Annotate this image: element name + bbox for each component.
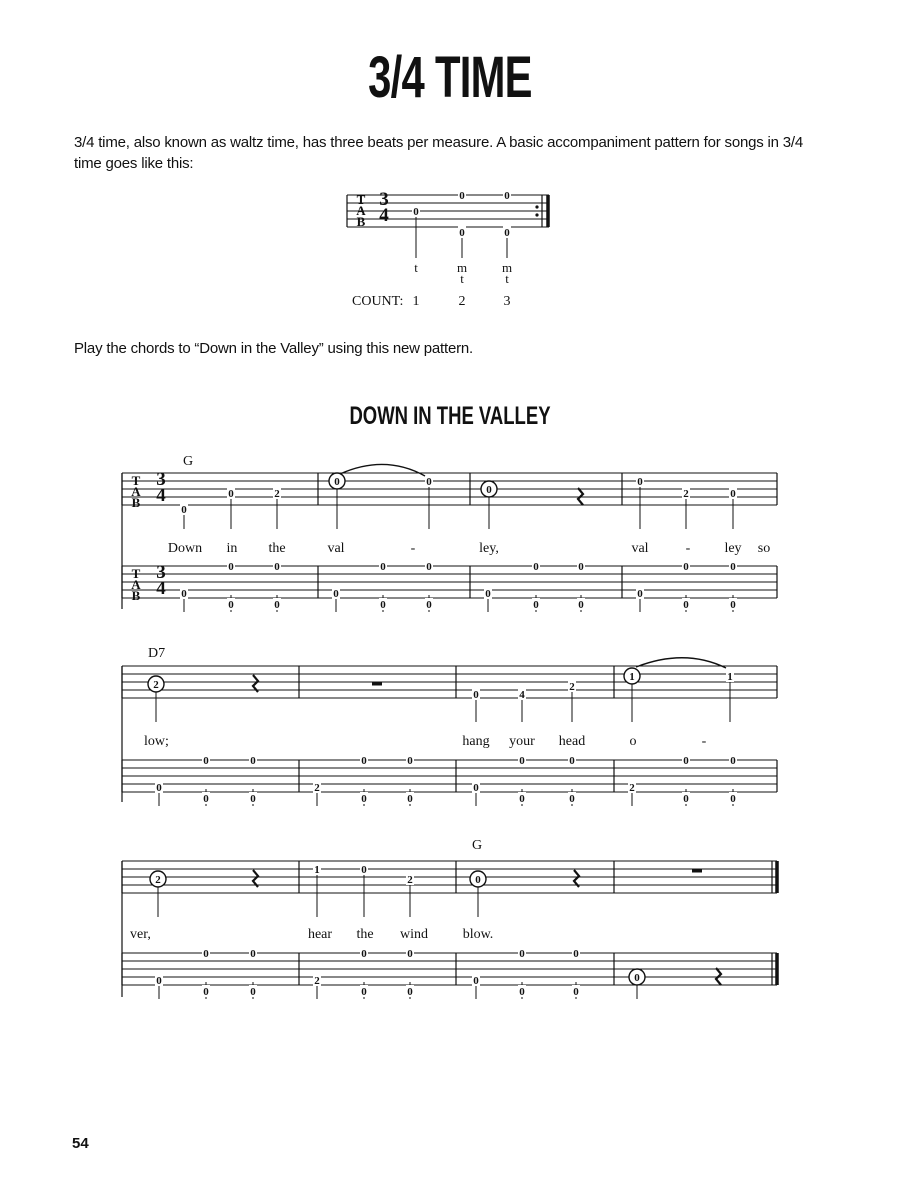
time-signature-top: 3: [156, 562, 166, 583]
accomp-fret-number: 0: [578, 561, 584, 573]
accomp-fret-number: 0: [730, 755, 736, 767]
count-number: 3: [503, 294, 511, 309]
count-number: 2: [458, 294, 466, 309]
finger-label: t: [460, 271, 464, 286]
melody-fret-number: 0: [228, 488, 234, 500]
lyric-syllable: hang: [462, 734, 490, 749]
accomp-fret-number: 0: [380, 561, 386, 573]
time-signature-bottom: 4: [156, 578, 166, 599]
melody-fret-number: 0: [426, 476, 432, 488]
melody-fret-number: 0: [334, 476, 340, 488]
accomp-fret-number: 0: [203, 986, 209, 998]
example-fret-number: 0: [413, 206, 419, 218]
accomp-fret-number: 0: [407, 986, 413, 998]
lyric-syllable: blow.: [462, 927, 494, 942]
accomp-fret-number: 2: [629, 782, 635, 794]
accomp-fret-number: 0: [730, 599, 736, 611]
accomp-fret-number: 0: [407, 948, 413, 960]
melody-fret-number: 0: [475, 874, 481, 886]
tab-clef-letter: T: [131, 473, 141, 488]
accomp-fret-number: 0: [573, 986, 579, 998]
finger-label: t: [414, 260, 418, 275]
quarter-rest-icon: [253, 870, 258, 887]
chord-symbol: G: [183, 454, 194, 469]
lyric-syllable: val: [631, 541, 649, 556]
accomp-fret-number: 0: [181, 588, 187, 600]
lyric-syllable: -: [410, 541, 416, 556]
melody-fret-number: 2: [407, 874, 413, 886]
whole-rest-icon: [692, 869, 702, 873]
lyric-syllable: -: [701, 734, 707, 749]
song-title: DOWN IN THE VALLEY: [349, 402, 551, 430]
accomp-fret-number: 0: [250, 948, 256, 960]
melody-fret-number: 0: [730, 488, 736, 500]
tie-icon: [340, 464, 425, 476]
lyric-syllable: hear: [307, 927, 333, 942]
time-signature-top: 3: [156, 469, 166, 490]
lyric-syllable: -: [685, 541, 691, 556]
accomp-fret-number: 0: [730, 793, 736, 805]
lyric-syllable: ver,: [130, 927, 151, 942]
accomp-fret-number: 0: [274, 561, 280, 573]
accomp-fret-number: 0: [473, 782, 479, 794]
lyric-syllable: in: [226, 541, 238, 556]
melody-fret-number: 1: [629, 671, 635, 683]
example-fret-number: 0: [504, 190, 510, 202]
accomp-fret-number: 2: [314, 975, 320, 987]
accomp-fret-number: 0: [156, 975, 162, 987]
melody-fret-number: 2: [153, 679, 159, 691]
melody-fret-number: 2: [683, 488, 689, 500]
lyric-syllable: low;: [144, 734, 169, 749]
melody-fret-number: 0: [486, 484, 492, 496]
melody-fret-number: 2: [569, 681, 575, 693]
accomp-fret-number: 0: [730, 561, 736, 573]
accomp-fret-number: 0: [637, 588, 643, 600]
time-signature-bottom: 4: [379, 205, 389, 226]
accomp-fret-number: 0: [683, 793, 689, 805]
lyric-syllable: the: [356, 927, 374, 942]
accomp-fret-number: 0: [533, 561, 539, 573]
lyric-syllable: ley,: [479, 541, 499, 556]
accomp-fret-number: 0: [519, 793, 525, 805]
accomp-fret-number: 0: [407, 755, 413, 767]
accomp-fret-number: 0: [569, 755, 575, 767]
count-number: 1: [412, 294, 420, 309]
accomp-fret-number: 0: [533, 599, 539, 611]
accomp-fret-number: 0: [485, 588, 491, 600]
accomp-fret-number: 0: [156, 782, 162, 794]
accomp-fret-number: 0: [361, 755, 367, 767]
finger-label: t: [505, 271, 509, 286]
accomp-fret-number: 0: [519, 948, 525, 960]
lyric-syllable: val: [327, 541, 345, 556]
lyric-syllable: wind: [400, 927, 428, 942]
count-label: COUNT:: [352, 294, 404, 309]
accomp-fret-number: 0: [203, 755, 209, 767]
accomp-fret-number: 0: [426, 561, 432, 573]
accomp-fret-number: 0: [578, 599, 584, 611]
lyric-syllable: Down: [167, 541, 203, 556]
lyric-syllable: head: [558, 734, 586, 749]
accomp-fret-number: 0: [426, 599, 432, 611]
chord-symbol: G: [472, 838, 483, 853]
melody-fret-number: 0: [361, 864, 367, 876]
tab-clef-letter: A: [131, 577, 141, 592]
accomp-fret-number: 0: [407, 793, 413, 805]
melody-fret-number: 2: [274, 488, 280, 500]
tab-clef-letter: A: [356, 203, 366, 218]
lyric-syllable: ley: [724, 541, 742, 556]
accomp-fret-number: 0: [250, 986, 256, 998]
chord-symbol: D7: [148, 646, 166, 661]
accomp-fret-number: 0: [361, 986, 367, 998]
accomp-fret-number: 0: [203, 793, 209, 805]
lyric-syllable: o: [629, 734, 637, 749]
whole-rest-icon: [372, 682, 382, 686]
accomp-fret-number: 0: [573, 948, 579, 960]
tab-clef-letter: B: [356, 214, 366, 229]
melody-fret-number: 0: [473, 689, 479, 701]
melody-fret-number: 0: [181, 504, 187, 516]
accomp-fret-number: 0: [333, 588, 339, 600]
example-fret-number: 0: [504, 227, 510, 239]
tab-clef-letter: T: [356, 192, 366, 207]
tab-clef-letter: B: [131, 495, 141, 510]
accomp-fret-number: 0: [519, 986, 525, 998]
quarter-rest-icon: [253, 675, 258, 692]
accomp-fret-number: 0: [519, 755, 525, 767]
time-signature-top: 3: [379, 189, 389, 210]
lyric-syllable: your: [509, 734, 535, 749]
melody-fret-number: 1: [314, 864, 320, 876]
accomp-fret-number: 0: [683, 561, 689, 573]
accomp-fret-number: 0: [274, 599, 280, 611]
intro-paragraph: 3/4 time, also known as waltz time, has three beats per measure. A basic accompaniment pattern for songs in 3/4 time goes like this:: [74, 134, 804, 172]
accomp-fret-number: 0: [250, 755, 256, 767]
accomp-fret-number: 0: [569, 793, 575, 805]
accomp-fret-number: 0: [361, 948, 367, 960]
page-title: 3/4 TIME: [368, 45, 532, 110]
finger-label: m: [501, 260, 513, 275]
accomp-fret-number: 0: [228, 561, 234, 573]
tab-clef-letter: B: [131, 588, 141, 603]
accomp-fret-number: 0: [683, 755, 689, 767]
tab-clef-letter: A: [131, 484, 141, 499]
melody-fret-number: 0: [637, 476, 643, 488]
accomp-fret-number: 2: [314, 782, 320, 794]
tab-clef-letter: T: [131, 566, 141, 581]
finger-label: m: [456, 260, 468, 275]
example-fret-number: 0: [459, 227, 465, 239]
accomp-fret-number: 0: [683, 599, 689, 611]
time-signature-bottom: 4: [156, 485, 166, 506]
accomp-fret-number: 0: [473, 975, 479, 987]
accomp-fret-number: 0: [203, 948, 209, 960]
page-number: 54: [72, 1135, 89, 1152]
lyric-syllable: so: [757, 541, 771, 556]
accomp-fret-number: 0: [380, 599, 386, 611]
melody-fret-number: 4: [519, 689, 525, 701]
accomp-fret-number: 0: [634, 972, 640, 984]
example-fret-number: 0: [459, 190, 465, 202]
accomp-fret-number: 0: [250, 793, 256, 805]
lyric-syllable: the: [268, 541, 286, 556]
accomp-fret-number: 0: [228, 599, 234, 611]
instruction-text: Play the chords to “Down in the Valley” using this new pattern.: [74, 340, 473, 357]
melody-fret-number: 2: [155, 874, 161, 886]
accomp-fret-number: 0: [361, 793, 367, 805]
quarter-rest-icon: [574, 870, 579, 887]
melody-fret-number: 1: [727, 671, 733, 683]
